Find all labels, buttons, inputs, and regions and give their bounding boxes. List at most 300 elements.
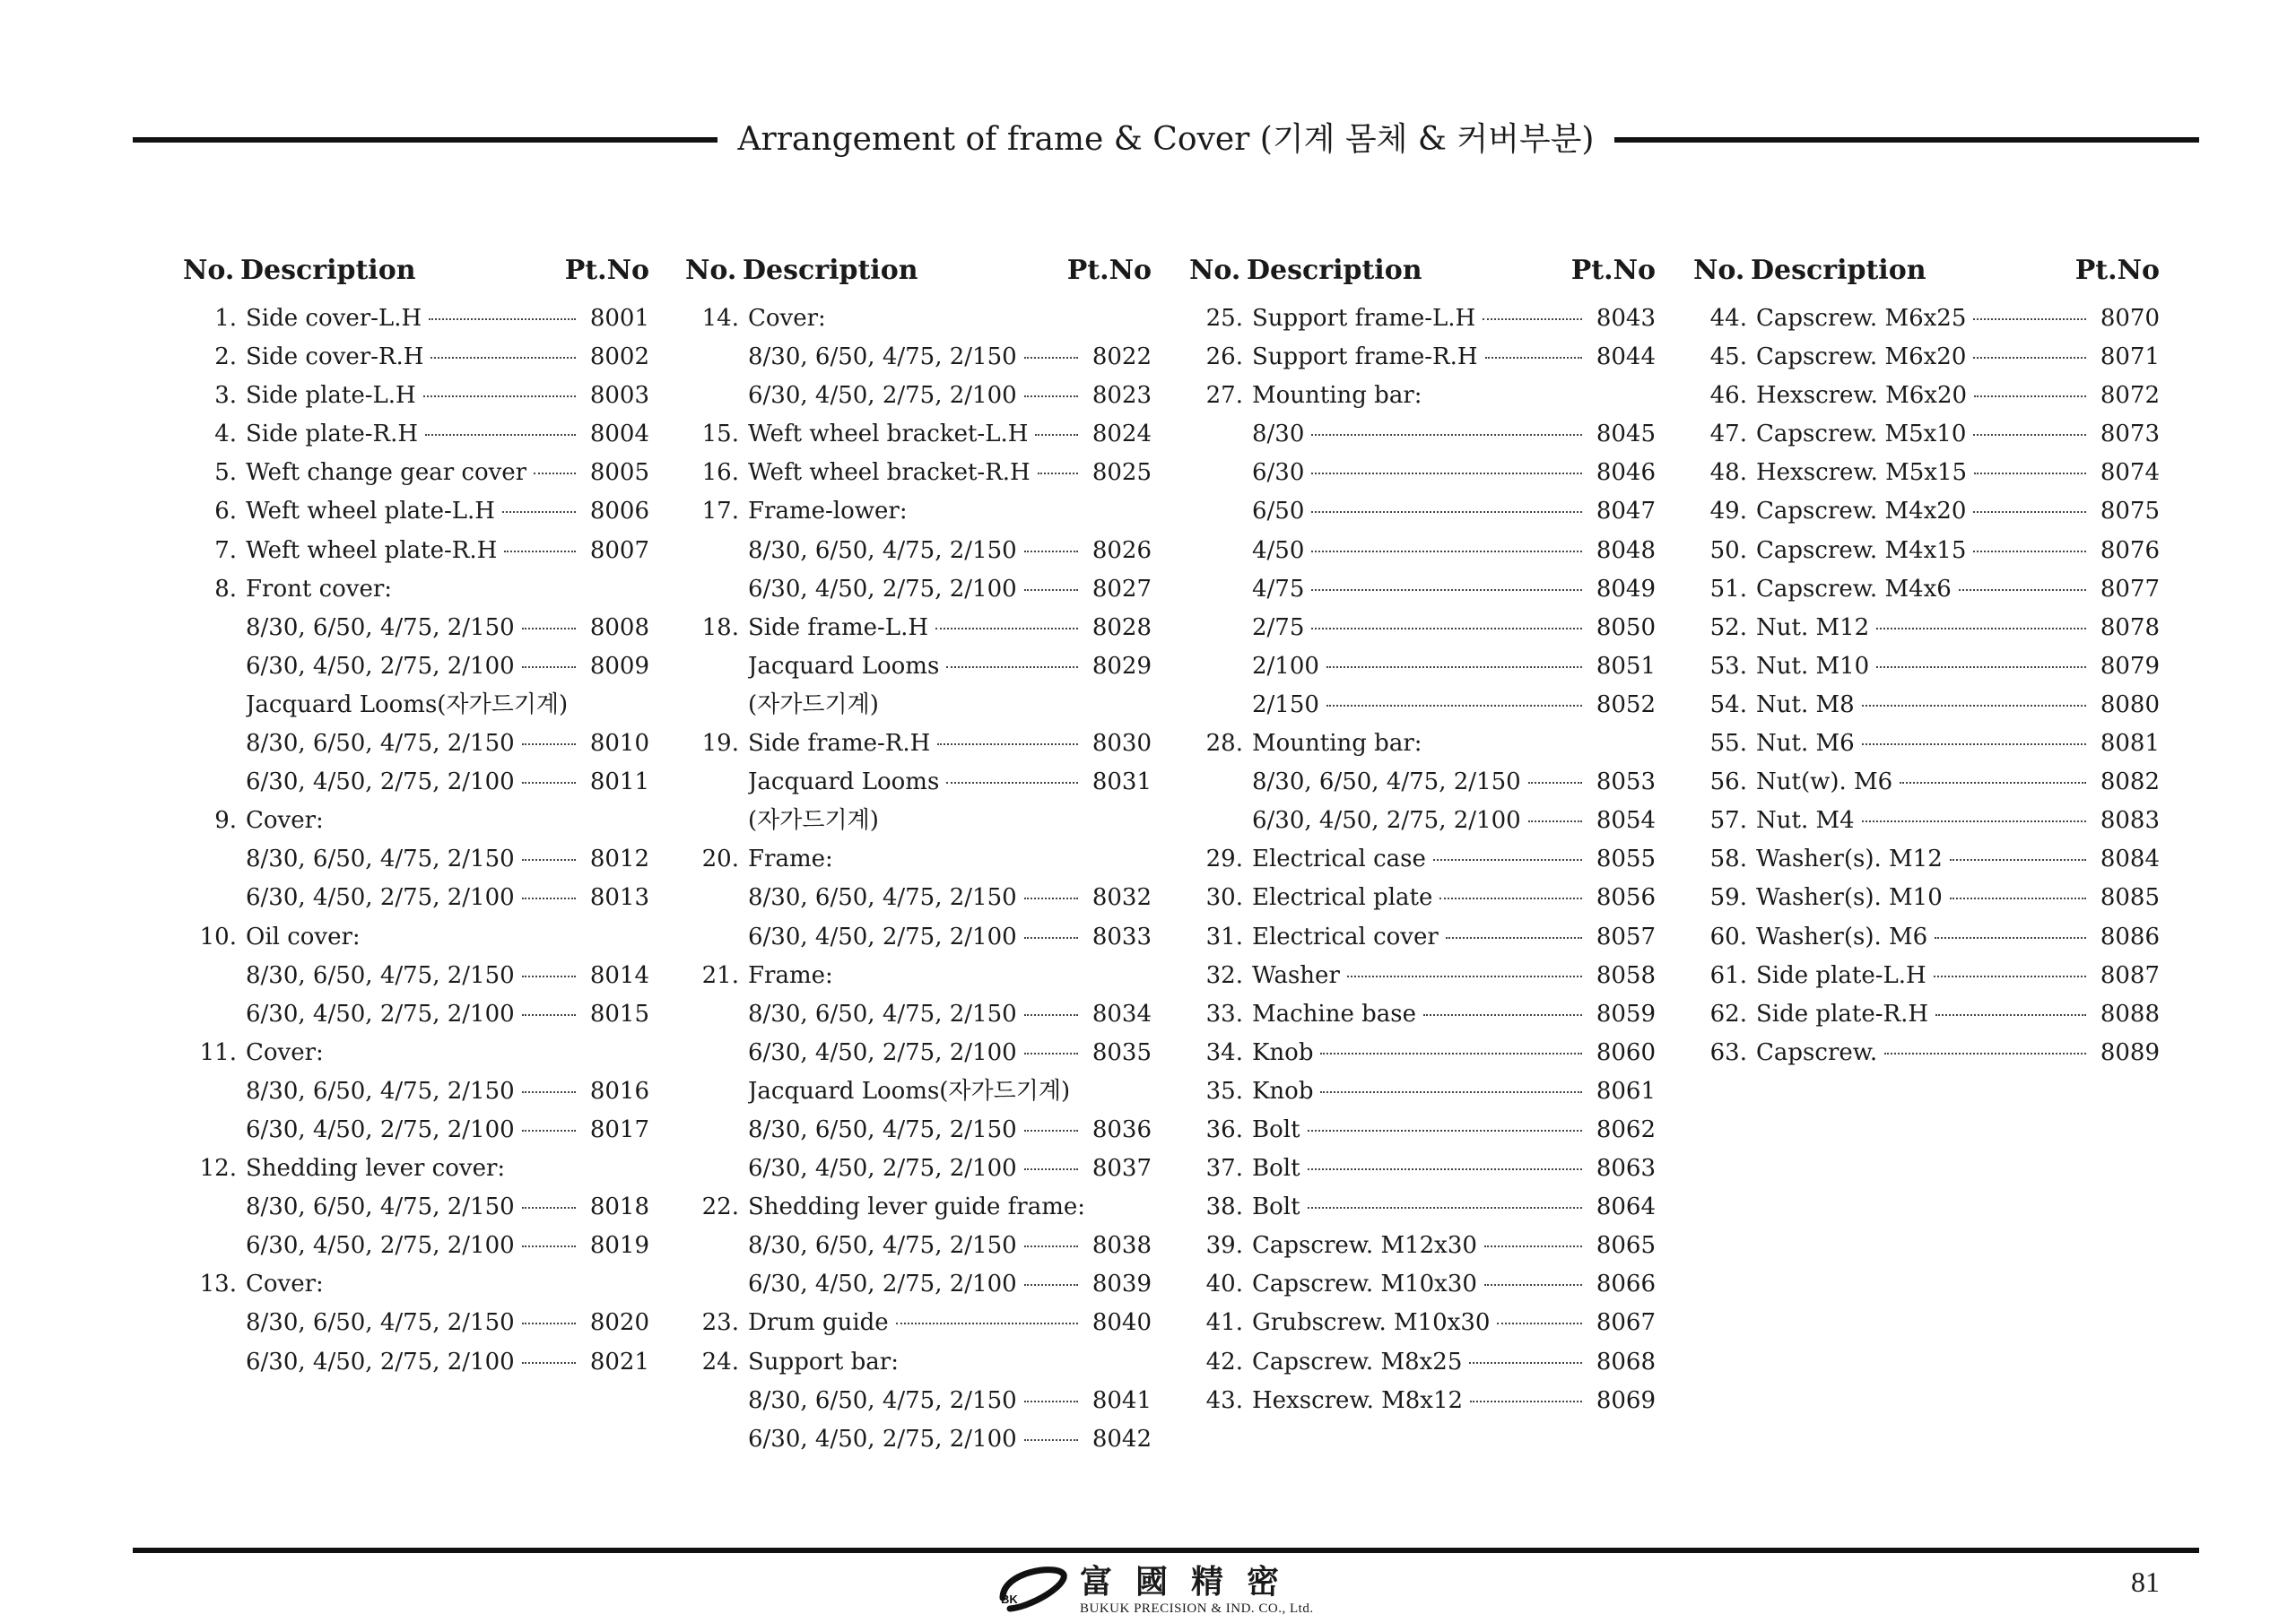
part-number: 8016	[589, 1077, 649, 1105]
part-row	[1189, 609, 1656, 647]
part-description: 6/30, 4/50, 2/75, 2/100	[748, 575, 1017, 603]
part-number: 8013	[589, 884, 649, 912]
part-row	[1189, 454, 1656, 492]
part-item-number: 50.	[1709, 536, 1747, 564]
part-row	[183, 377, 649, 415]
part-number: 8008	[589, 613, 649, 641]
part-row	[685, 1111, 1152, 1150]
part-description: 6/30, 4/50, 2/75, 2/100	[748, 1038, 1017, 1066]
header-no: No.	[1693, 254, 1745, 286]
part-row	[1693, 415, 2160, 454]
dot-leader	[1024, 357, 1078, 359]
part-number: 8038	[1091, 1232, 1152, 1260]
dot-leader	[1974, 395, 2086, 397]
part-description: 8/30, 6/50, 4/75, 2/150	[748, 536, 1017, 564]
dot-leader	[522, 1362, 576, 1364]
dot-leader	[522, 743, 576, 745]
part-item-number: 61.	[1709, 961, 1747, 989]
part-item-number: 26.	[1205, 343, 1243, 371]
part-number: 8015	[589, 1000, 649, 1028]
part-description: 2/100	[1252, 652, 1319, 680]
part-row	[1189, 686, 1656, 725]
part-row	[1189, 377, 1656, 415]
part-row	[1189, 725, 1656, 763]
part-number: 8002	[589, 343, 649, 371]
part-number: 8004	[589, 421, 649, 448]
part-description: Capscrew.	[1756, 1038, 1878, 1066]
part-description: Support frame-R.H	[1252, 343, 1478, 371]
dot-leader	[423, 395, 576, 397]
part-row	[1189, 492, 1656, 531]
part-row	[183, 338, 649, 377]
part-row	[183, 725, 649, 763]
part-description: Shedding lever cover:	[246, 1155, 506, 1183]
part-number: 8039	[1091, 1271, 1152, 1298]
part-item-number: 36.	[1205, 1115, 1243, 1143]
part-row	[183, 686, 649, 725]
part-description: Grubscrew. M10x30	[1252, 1309, 1491, 1337]
dot-leader	[946, 666, 1078, 668]
part-number: 8029	[1091, 652, 1152, 680]
dot-leader	[1959, 589, 2086, 591]
part-description: 8/30, 6/50, 4/75, 2/150	[748, 1115, 1017, 1143]
dot-leader	[1024, 1130, 1078, 1132]
part-number: 8051	[1596, 652, 1656, 680]
bk-logo-icon	[996, 1562, 1067, 1618]
part-number: 8087	[2100, 961, 2160, 989]
part-description: Hexscrew. M5x15	[1756, 459, 1968, 487]
part-row	[183, 840, 649, 879]
part-item-number: 13.	[199, 1271, 237, 1298]
part-row	[685, 1420, 1152, 1459]
part-number: 8006	[589, 498, 649, 525]
part-item-number: 35.	[1205, 1077, 1243, 1105]
dot-leader	[1973, 434, 2086, 436]
part-description: Frame:	[748, 961, 833, 989]
dot-leader	[502, 511, 576, 513]
part-row	[685, 802, 1152, 840]
part-description: 6/30, 4/50, 2/75, 2/100	[246, 652, 515, 680]
part-item-number: 19.	[701, 730, 739, 758]
part-row	[685, 532, 1152, 570]
dot-leader	[1470, 1401, 1582, 1402]
dot-leader	[430, 357, 576, 359]
part-row	[685, 1188, 1152, 1227]
dot-leader	[522, 976, 576, 977]
dot-leader	[1484, 1284, 1582, 1286]
part-item-number: 42.	[1205, 1348, 1243, 1376]
part-number: 8064	[1596, 1193, 1656, 1221]
part-description: Side frame-R.H	[748, 730, 931, 758]
part-description: Electrical cover	[1252, 923, 1439, 950]
part-number: 8036	[1091, 1115, 1152, 1143]
part-row	[685, 338, 1152, 377]
part-item-number: 46.	[1709, 382, 1747, 410]
part-item-number: 11.	[199, 1038, 237, 1066]
part-item-number: 15.	[701, 421, 739, 448]
part-row	[183, 1343, 649, 1382]
parts-column-1	[183, 249, 649, 1382]
part-item-number: 31.	[1205, 923, 1243, 950]
part-description: 8/30, 6/50, 4/75, 2/150	[246, 846, 515, 873]
part-number: 8069	[1596, 1386, 1656, 1414]
logo-mark-text: BK	[1001, 1593, 1018, 1606]
dot-leader	[522, 1323, 576, 1324]
part-number: 8059	[1596, 1000, 1656, 1028]
part-number: 8027	[1091, 575, 1152, 603]
dot-leader	[1497, 1323, 1582, 1324]
dot-leader	[504, 551, 576, 552]
part-description: Weft wheel plate-L.H	[246, 498, 495, 525]
part-number: 8034	[1091, 1000, 1152, 1028]
part-number: 8010	[589, 730, 649, 758]
dot-leader	[1862, 820, 2086, 822]
dot-leader	[1974, 473, 2086, 474]
part-number: 8048	[1596, 536, 1656, 564]
part-item-number: 41.	[1205, 1309, 1243, 1337]
part-row	[685, 1072, 1152, 1111]
part-item-number: 40.	[1205, 1271, 1243, 1298]
dot-leader	[1024, 1401, 1078, 1402]
dot-leader	[1900, 782, 2086, 784]
part-description: Capscrew. M8x25	[1252, 1348, 1463, 1376]
parts-column-4	[1693, 249, 2160, 1072]
part-row	[1189, 995, 1656, 1034]
part-row	[685, 570, 1152, 609]
dot-leader	[522, 1207, 576, 1209]
part-description: Weft wheel bracket-R.H	[748, 459, 1031, 487]
part-number: 8033	[1091, 923, 1152, 950]
part-row	[183, 1227, 649, 1265]
dot-leader	[1024, 1014, 1078, 1016]
part-row	[1693, 570, 2160, 609]
dot-leader	[1483, 318, 1582, 320]
header-description: Description	[743, 254, 918, 286]
part-item-number: 43.	[1205, 1386, 1243, 1414]
part-description: Nut. M12	[1756, 613, 1870, 641]
part-description: Jacquard Looms	[748, 768, 940, 796]
part-number: 8028	[1091, 613, 1152, 641]
part-description: Weft wheel bracket-L.H	[748, 421, 1029, 448]
part-row	[685, 1265, 1152, 1304]
part-row	[685, 763, 1152, 802]
part-item-number: 9.	[214, 807, 237, 835]
part-description: Weft change gear cover	[246, 459, 527, 487]
part-number: 8063	[1596, 1155, 1656, 1183]
header-description: Description	[1247, 254, 1422, 286]
part-description: Mounting bar:	[1252, 730, 1422, 758]
part-description: 8/30, 6/50, 4/75, 2/150	[246, 730, 515, 758]
part-row	[183, 1150, 649, 1188]
part-description: Cover:	[246, 1038, 324, 1066]
part-description: 6/30, 4/50, 2/75, 2/100	[246, 768, 515, 796]
part-number: 8025	[1091, 459, 1152, 487]
dot-leader	[1024, 1245, 1078, 1247]
dot-leader	[937, 743, 1078, 745]
dot-leader	[1934, 976, 2086, 977]
part-item-number: 4.	[214, 421, 237, 448]
dot-leader	[1528, 782, 1582, 784]
part-row	[685, 377, 1152, 415]
header-pt-no: Pt.No	[1570, 254, 1656, 286]
part-description: Capscrew. M6x20	[1756, 343, 1967, 371]
part-number: 8023	[1091, 382, 1152, 410]
part-row	[1693, 995, 2160, 1034]
part-row	[183, 1265, 649, 1304]
part-item-number: 32.	[1205, 961, 1243, 989]
part-item-number: 22.	[701, 1193, 739, 1221]
dot-leader	[1469, 1362, 1582, 1364]
part-number: 8082	[2100, 768, 2160, 796]
part-item-number: 63.	[1709, 1038, 1747, 1066]
part-row	[1189, 1382, 1656, 1420]
part-number: 8074	[2100, 459, 2160, 487]
dot-leader	[1973, 511, 2086, 513]
part-number: 8076	[2100, 536, 2160, 564]
dot-leader	[896, 1323, 1078, 1324]
part-description: Capscrew. M6x25	[1756, 305, 1967, 332]
part-row	[1189, 647, 1656, 686]
dot-leader	[1311, 551, 1582, 552]
part-description: Capscrew. M4x6	[1756, 575, 1952, 603]
part-row	[1189, 802, 1656, 840]
dot-leader	[1439, 898, 1582, 899]
part-row	[1189, 415, 1656, 454]
column-header	[1693, 249, 2160, 291]
part-description: 6/30	[1252, 459, 1305, 487]
header-pt-no: Pt.No	[1066, 254, 1152, 286]
part-description: Washer	[1252, 961, 1340, 989]
part-description: Side cover-R.H	[246, 343, 424, 371]
part-number: 8053	[1596, 768, 1656, 796]
part-description: Hexscrew. M8x12	[1252, 1386, 1464, 1414]
part-row	[1693, 725, 2160, 763]
part-number: 8019	[589, 1232, 649, 1260]
part-row	[1189, 1072, 1656, 1111]
part-item-number: 51.	[1709, 575, 1747, 603]
part-description: Shedding lever guide frame:	[748, 1193, 1086, 1221]
part-description: 8/30, 6/50, 4/75, 2/150	[748, 343, 1017, 371]
part-number: 8072	[2100, 382, 2160, 410]
part-item-number: 34.	[1205, 1038, 1243, 1066]
dot-leader	[1423, 1014, 1582, 1016]
part-row	[1189, 570, 1656, 609]
part-description: Frame-lower:	[748, 498, 908, 525]
part-description: 6/30, 4/50, 2/75, 2/100	[1252, 807, 1521, 835]
header-pt-no: Pt.No	[564, 254, 649, 286]
part-row	[1693, 377, 2160, 415]
part-number: 8018	[589, 1193, 649, 1221]
part-row	[685, 918, 1152, 957]
part-number: 8065	[1596, 1232, 1656, 1260]
part-description: 6/30, 4/50, 2/75, 2/100	[748, 923, 1017, 950]
dot-leader	[1973, 551, 2086, 552]
part-number: 8060	[1596, 1038, 1656, 1066]
dot-leader	[1024, 1168, 1078, 1170]
part-number: 8073	[2100, 421, 2160, 448]
part-row	[183, 1111, 649, 1150]
part-item-number: 29.	[1205, 846, 1243, 873]
part-row	[183, 570, 649, 609]
part-description: 6/30, 4/50, 2/75, 2/100	[246, 1348, 515, 1376]
part-item-number: 37.	[1205, 1155, 1243, 1183]
part-row	[685, 415, 1152, 454]
dot-leader	[1024, 551, 1078, 552]
part-row	[1189, 840, 1656, 879]
part-number: 8026	[1091, 536, 1152, 564]
part-item-number: 30.	[1205, 884, 1243, 912]
part-description: Mounting bar:	[1252, 382, 1422, 410]
company-name: BUKUK PRECISION & IND. CO., Ltd.	[1080, 1601, 1314, 1616]
dot-leader	[946, 782, 1078, 784]
part-number: 8003	[589, 382, 649, 410]
part-number: 8067	[1596, 1309, 1656, 1337]
dot-leader	[1311, 511, 1582, 513]
dot-leader	[1876, 628, 2086, 629]
part-row	[1693, 299, 2160, 338]
part-number: 8035	[1091, 1038, 1152, 1066]
header-pt-no: Pt.No	[2074, 254, 2160, 286]
part-row	[685, 957, 1152, 995]
part-description: 6/30, 4/50, 2/75, 2/100	[748, 1155, 1017, 1183]
part-number: 8052	[1596, 690, 1656, 718]
header-description: Description	[240, 254, 416, 286]
part-description: Side cover-L.H	[246, 305, 422, 332]
part-item-number: 28.	[1205, 730, 1243, 758]
part-item-number: 20.	[701, 846, 739, 873]
dot-leader	[1311, 628, 1582, 629]
part-description: Capscrew. M4x20	[1756, 498, 1967, 525]
part-description: 6/30, 4/50, 2/75, 2/100	[246, 1115, 515, 1143]
part-number: 8017	[589, 1115, 649, 1143]
dot-leader	[425, 434, 576, 436]
part-row	[183, 1188, 649, 1227]
page-title: Arrangement of frame & Cover (기계 몸체 & 커버부분)	[737, 121, 1595, 158]
part-number: 8056	[1596, 884, 1656, 912]
part-row	[685, 454, 1152, 492]
part-row	[1189, 1304, 1656, 1342]
part-row	[183, 918, 649, 957]
dot-leader	[1446, 937, 1582, 939]
part-item-number: 24.	[701, 1348, 739, 1376]
part-item-number: 3.	[214, 382, 237, 410]
part-number: 8061	[1596, 1077, 1656, 1105]
part-row	[183, 1034, 649, 1072]
dot-leader	[1973, 318, 2086, 320]
part-description: 6/30, 4/50, 2/75, 2/100	[748, 1425, 1017, 1453]
part-item-number: 47.	[1709, 421, 1747, 448]
part-row	[1189, 1343, 1656, 1382]
part-row	[183, 647, 649, 686]
part-number: 8045	[1596, 421, 1656, 448]
part-item-number: 7.	[214, 536, 237, 564]
part-number: 8047	[1596, 498, 1656, 525]
dot-leader	[522, 1245, 576, 1247]
part-description: Side plate-R.H	[246, 421, 419, 448]
part-description: Knob	[1252, 1038, 1314, 1066]
part-row	[1189, 957, 1656, 995]
column-header	[183, 249, 649, 291]
part-description: Side plate-L.H	[246, 382, 416, 410]
part-number: 8085	[2100, 884, 2160, 912]
part-row	[1189, 1188, 1656, 1227]
part-item-number: 14.	[701, 305, 739, 332]
part-description: Support frame-L.H	[1252, 305, 1476, 332]
part-number: 8077	[2100, 575, 2160, 603]
parts-column-2	[685, 249, 1152, 1459]
part-description: (자가드기계)	[748, 807, 879, 835]
dot-leader	[522, 898, 576, 899]
part-description: Side plate-R.H	[1756, 1000, 1929, 1028]
part-number: 8021	[589, 1348, 649, 1376]
part-row	[183, 1304, 649, 1342]
part-row	[183, 299, 649, 338]
part-row	[685, 995, 1152, 1034]
part-description: Machine base	[1252, 1000, 1417, 1028]
part-description: Jacquard Looms	[748, 652, 940, 680]
dot-leader	[1433, 859, 1582, 861]
logo-hanja: 富國精密	[1080, 1563, 1303, 1601]
part-description: Side frame-L.H	[748, 613, 929, 641]
part-description: Capscrew. M5x10	[1756, 421, 1967, 448]
dot-leader	[1320, 1053, 1582, 1055]
part-description: 2/150	[1252, 690, 1319, 718]
part-description: 6/50	[1252, 498, 1305, 525]
part-description: Knob	[1252, 1077, 1314, 1105]
part-row	[1693, 492, 2160, 531]
part-row	[685, 840, 1152, 879]
part-row	[183, 415, 649, 454]
part-item-number: 12.	[199, 1155, 237, 1183]
footer-rule	[133, 1548, 2199, 1553]
dot-leader	[1024, 1053, 1078, 1055]
part-row	[1693, 532, 2160, 570]
dot-leader	[534, 473, 576, 474]
part-item-number: 54.	[1709, 690, 1747, 718]
part-row	[1189, 1150, 1656, 1188]
part-description: 6/30, 4/50, 2/75, 2/100	[748, 1271, 1017, 1298]
part-description: (자가드기계)	[748, 690, 879, 718]
part-description: 4/50	[1252, 536, 1305, 564]
part-item-number: 21.	[701, 961, 739, 989]
part-row	[685, 1034, 1152, 1072]
part-description: 8/30, 6/50, 4/75, 2/150	[246, 1077, 515, 1105]
part-description: Side plate-L.H	[1756, 961, 1926, 989]
part-item-number: 10.	[199, 923, 237, 950]
part-number: 8037	[1091, 1155, 1152, 1183]
part-item-number: 48.	[1709, 459, 1747, 487]
part-row	[685, 1150, 1152, 1188]
part-number: 8088	[2100, 1000, 2160, 1028]
part-description: Bolt	[1252, 1193, 1300, 1221]
part-number: 8032	[1091, 884, 1152, 912]
part-description: Oil cover:	[246, 923, 361, 950]
part-item-number: 45.	[1709, 343, 1747, 371]
dot-leader	[1485, 357, 1582, 359]
part-description: 8/30, 6/50, 4/75, 2/150	[246, 1193, 515, 1221]
part-number: 8043	[1596, 305, 1656, 332]
dot-leader	[1950, 859, 2086, 861]
part-row	[1189, 1227, 1656, 1265]
part-description: Capscrew. M12x30	[1252, 1232, 1477, 1260]
part-row	[1693, 957, 2160, 995]
part-row	[685, 686, 1152, 725]
part-description: Nut. M10	[1756, 652, 1870, 680]
part-number: 8014	[589, 961, 649, 989]
part-item-number: 55.	[1709, 730, 1747, 758]
part-row	[1693, 686, 2160, 725]
dot-leader	[1311, 589, 1582, 591]
